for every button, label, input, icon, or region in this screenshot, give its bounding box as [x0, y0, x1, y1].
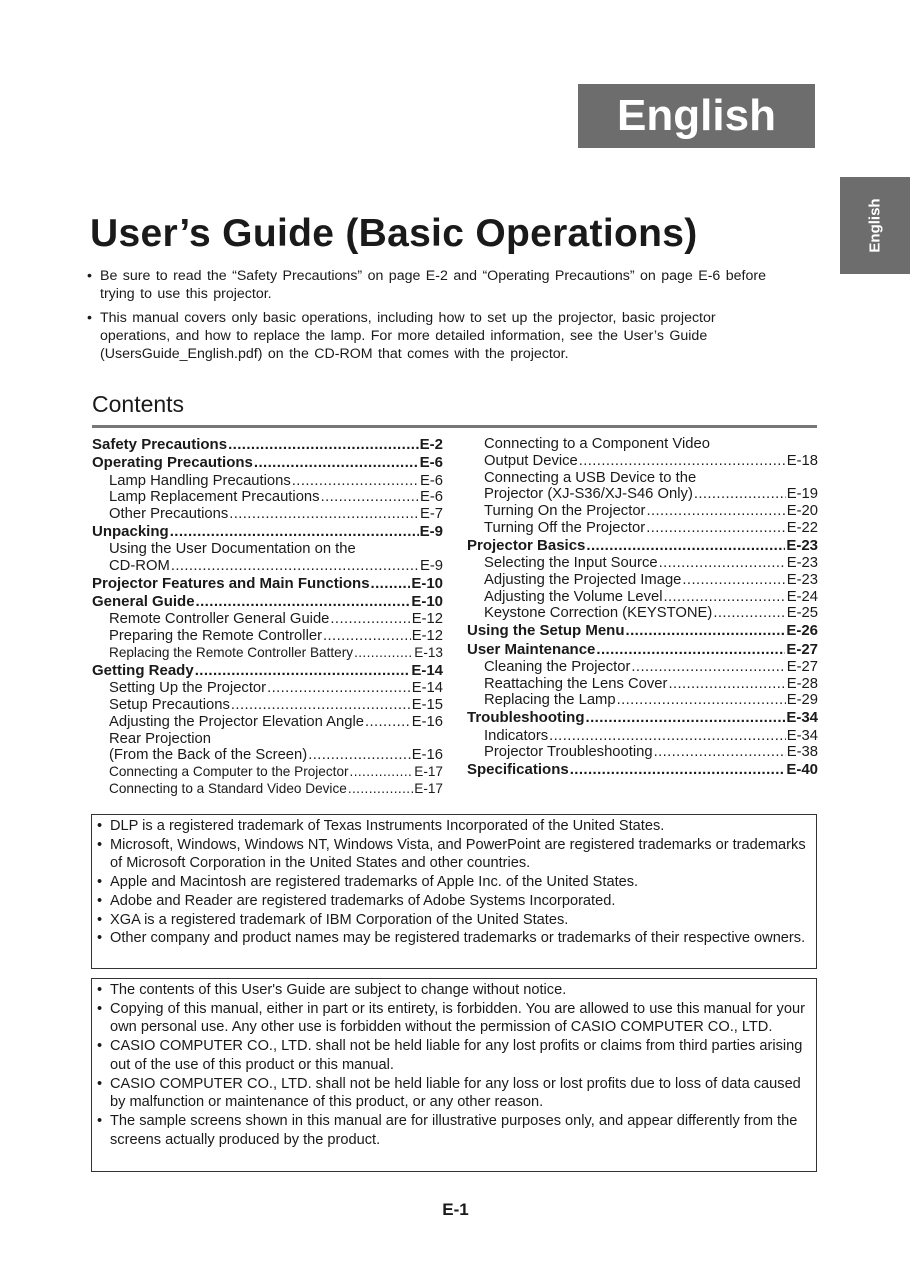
trademark-item: • DLP is a registered trademark of Texas Instruments Incorporated of the United States. [97, 817, 810, 836]
toc-leader-dots [586, 709, 786, 727]
toc-entry-label: Keystone Correction (KEYSTONE) [484, 605, 713, 622]
toc-entry-label: Cleaning the Projector [484, 658, 631, 675]
toc-leader-dots [549, 728, 786, 745]
toc-leader-dots [292, 473, 419, 490]
contents-divider [92, 425, 817, 428]
toc-subsection[interactable] [92, 489, 443, 506]
toc-entry-label: Unpacking [92, 522, 169, 540]
toc-page-number: E-6 [419, 489, 443, 506]
toc-entry-label: Replacing the Lamp [484, 692, 616, 709]
trademarks-box [91, 814, 817, 969]
toc-entry-label: Projector (XJ-S36/XJ-S46 Only) [484, 486, 693, 503]
toc-subsection[interactable] [92, 611, 443, 628]
intro-item: • Be sure to read the “Safety Precautions” on page E-2 and “Operating Precautions” on page E-6 before trying to use this projector. [87, 267, 777, 303]
toc-subsection[interactable] [92, 747, 443, 764]
toc-leader-dots [354, 645, 413, 662]
toc-entry-label: Turning On the Projector [484, 503, 646, 520]
toc-leader-dots [196, 593, 411, 611]
toc-leader-dots [371, 575, 411, 593]
side-tab-label: English [866, 198, 884, 253]
toc-section[interactable] [467, 622, 818, 640]
legal-item: • The contents of this User's Guide are subject to change without notice. [97, 981, 810, 1000]
toc-entry-label: Troubleshooting [467, 709, 585, 727]
toc-leader-dots [570, 761, 786, 779]
toc-section[interactable] [467, 641, 818, 659]
legal-item: • CASIO COMPUTER CO., LTD. shall not be held liable for any loss or lost profits due to loss of data caused by malfunction or maintenance of this product, or any other reason. [97, 1075, 810, 1112]
toc-leader-dots [308, 747, 411, 764]
toc-leader-dots [321, 489, 419, 506]
toc-subsection[interactable] [467, 555, 818, 572]
toc-leader-dots [659, 555, 786, 572]
toc-leader-dots [350, 764, 414, 781]
toc-left-column [92, 436, 443, 798]
toc-page-number: E-38 [786, 744, 818, 761]
toc-page-number: E-17 [414, 764, 443, 780]
toc-subsection[interactable] [92, 680, 443, 697]
toc-subsection[interactable] [92, 558, 443, 575]
toc-page-number: E-23 [786, 571, 818, 588]
toc-leader-dots [646, 503, 785, 520]
toc-leader-dots [323, 628, 411, 645]
trademark-item: • Adobe and Reader are registered trademarks of Adobe Systems Incorporated. [97, 892, 810, 911]
toc-section[interactable] [467, 761, 818, 779]
toc-entry-label: Projector Troubleshooting [484, 744, 653, 761]
toc-subsection[interactable] [92, 781, 443, 798]
toc-leader-dots [631, 659, 785, 676]
toc-leader-dots [646, 520, 786, 537]
toc-entry-line: Using the User Documentation on the [109, 541, 356, 558]
toc-entry-label: Adjusting the Projected Image [484, 571, 682, 588]
toc-entry-label: Turning Off the Projector [484, 519, 646, 536]
toc-leader-dots [694, 486, 786, 503]
toc-page-number: E-17 [414, 780, 443, 796]
toc-page-number: E-13 [414, 645, 443, 661]
toc-entry-label: Using the Setup Menu [467, 622, 625, 640]
toc-entry-label: Safety Precautions [92, 436, 228, 453]
toc-leader-dots [228, 436, 419, 454]
toc-entry-label: Lamp Replacement Precautions [109, 489, 320, 506]
toc-section[interactable] [92, 575, 443, 593]
page-title: User’s Guide (Basic Operations) [90, 212, 698, 255]
toc-leader-dots [626, 622, 786, 640]
toc-page-number: E-34 [786, 709, 818, 727]
toc-page-number: E-26 [786, 622, 818, 640]
toc-section[interactable] [467, 709, 818, 727]
toc-leader-dots [579, 453, 786, 470]
toc-entry-label: Selecting the Input Source [484, 555, 658, 572]
toc-right-column [467, 436, 818, 779]
language-banner [578, 84, 815, 148]
toc-leader-dots [195, 662, 411, 680]
toc-entry-label: Specifications [467, 761, 569, 779]
toc-entry-label: Indicators [484, 727, 549, 744]
toc-section[interactable] [92, 662, 443, 680]
toc-page-number: E-25 [786, 605, 818, 622]
toc-section[interactable] [92, 436, 443, 454]
toc-page-number: E-7 [419, 506, 443, 523]
toc-leader-dots [170, 523, 419, 541]
toc-page-number: E-14 [411, 661, 443, 679]
contents-heading: Contents [92, 391, 185, 417]
toc-section[interactable] [467, 537, 818, 555]
toc-subsection[interactable] [467, 503, 818, 520]
toc-entry-label: Preparing the Remote Controller [109, 628, 323, 645]
toc-subsection[interactable] [467, 589, 818, 606]
toc-subsection[interactable] [92, 506, 443, 523]
toc-entry-label: Setting Up the Projector [109, 680, 267, 697]
toc-page-number: E-40 [786, 761, 818, 779]
toc-page-number: E-18 [786, 452, 818, 469]
toc-page-number: E-10 [411, 593, 443, 611]
toc-page-number: E-6 [419, 454, 443, 472]
toc-entry-label: Adjusting the Volume Level [484, 588, 663, 605]
toc-page-number: E-22 [786, 519, 818, 536]
toc-subsection[interactable] [467, 692, 818, 709]
toc-leader-dots [596, 641, 785, 659]
intro-list [87, 267, 777, 369]
toc-leader-dots [586, 537, 785, 555]
toc-entry-label: Adjusting the Projector Elevation Angle [109, 713, 364, 730]
toc-page-number: E-24 [786, 588, 818, 605]
toc-page-number: E-15 [411, 696, 443, 713]
toc-page-number: E-19 [786, 486, 818, 503]
language-banner-label: English [617, 91, 776, 140]
toc-section[interactable] [92, 454, 443, 472]
legal-item: • The sample screens shown in this manual are for illustrative purposes only, and appear differently from the screens actually produced by the product. [97, 1112, 810, 1149]
toc-leader-dots [668, 676, 785, 693]
toc-page-number: E-29 [786, 692, 818, 709]
toc-page-number: E-16 [411, 747, 443, 764]
toc-entry-label: Reattaching the Lens Cover [484, 675, 668, 692]
toc-entry-line: Rear Projection [109, 730, 211, 747]
toc-leader-dots [231, 697, 411, 714]
toc-entry-label: Setup Precautions [109, 696, 230, 713]
toc-subsection[interactable] [92, 628, 443, 645]
toc-entry-label: Connecting a Computer to the Projector [109, 764, 349, 780]
language-side-tab [840, 177, 910, 274]
toc-subsection[interactable] [467, 676, 818, 693]
toc-page-number: E-28 [786, 675, 818, 692]
trademark-item: • XGA is a registered trademark of IBM Corporation of the United States. [97, 911, 810, 930]
toc-entry-label: Replacing the Remote Controller Battery [109, 645, 354, 661]
toc-subsection[interactable] [467, 744, 818, 761]
toc-entry-label: Lamp Handling Precautions [109, 472, 291, 489]
toc-entry-label: Operating Precautions [92, 454, 253, 472]
toc-leader-dots [267, 680, 411, 697]
toc-subsection[interactable] [467, 659, 818, 676]
trademark-item: • Apple and Macintosh are registered trademarks of Apple Inc. of the United States. [97, 873, 810, 892]
toc-page-number: E-12 [411, 628, 443, 645]
toc-page-number: E-12 [411, 611, 443, 628]
toc-leader-dots [617, 692, 786, 709]
legal-item: • CASIO COMPUTER CO., LTD. shall not be held liable for any lost profits or claims from third parties arising out of the use of this product or this manual. [97, 1037, 810, 1074]
toc-entry-label: Other Precautions [109, 506, 229, 523]
toc-leader-dots [654, 744, 786, 761]
toc-subsection[interactable] [467, 728, 818, 745]
toc-page-number: E-9 [419, 558, 443, 575]
toc-page-number: E-9 [419, 522, 443, 540]
toc-page-number: E-27 [786, 658, 818, 675]
toc-entry-label: Projector Basics [467, 536, 586, 554]
toc-section[interactable] [92, 523, 443, 541]
toc-entry-label: General Guide [92, 593, 195, 611]
toc-page-number: E-14 [411, 680, 443, 697]
toc-subsection[interactable] [92, 645, 443, 662]
toc-entry-label: Getting Ready [92, 661, 194, 679]
toc-page-number: E-10 [411, 574, 443, 592]
legal-item: • Copying of this manual, either in part or its entirety, is forbidden. You are allowed to use this manual for your own personal use. Any other use is forbidden without the permission of CASIO COMPUTER CO., LTD. [97, 1000, 810, 1037]
legal-notice-box [91, 978, 817, 1172]
toc-subsection[interactable] [467, 520, 818, 537]
toc-subsection[interactable] [92, 697, 443, 714]
toc-leader-dots [682, 572, 785, 589]
page-number: E-1 [442, 1200, 469, 1219]
intro-item: • This manual covers only basic operations, including how to set up the projector, basic projector operations, and how to replace the lamp. For more detailed information, see the User’s Guide (UsersGuide_English.pdf) on the CD-ROM that comes with the projector. [87, 309, 777, 363]
toc-page-number: E-34 [786, 727, 818, 744]
toc-page-number: E-23 [786, 555, 818, 572]
toc-entry-line: Connecting to a Component Video [484, 436, 710, 452]
toc-leader-dots [365, 714, 411, 731]
toc-page-number: E-16 [411, 713, 443, 730]
toc-leader-dots [664, 589, 786, 606]
toc-entry-label: Output Device [484, 452, 578, 469]
toc-subsection[interactable] [92, 714, 443, 731]
toc-entry-label: Remote Controller General Guide [109, 611, 330, 628]
toc-page-number: E-6 [419, 472, 443, 489]
toc-entry-label: User Maintenance [467, 640, 596, 658]
toc-page-number: E-27 [786, 640, 818, 658]
toc-subsection[interactable] [467, 572, 818, 589]
toc-leader-dots [171, 558, 419, 575]
toc-leader-dots [229, 506, 419, 523]
toc-entry-label: Projector Features and Main Functions [92, 574, 370, 592]
toc-section[interactable] [92, 593, 443, 611]
toc-subsection[interactable] [467, 605, 818, 622]
toc-leader-dots [713, 605, 785, 622]
toc-page-number: E-20 [786, 503, 818, 520]
trademark-item: • Other company and product names may be registered trademarks or trademarks of their respective owners. [97, 929, 810, 948]
toc-subsection[interactable] [467, 486, 818, 503]
toc-leader-dots [330, 611, 410, 628]
toc-subsection[interactable] [92, 473, 443, 490]
trademark-item: • Microsoft, Windows, Windows NT, Windows Vista, and PowerPoint are registered trademarks or trademarks of Microsoft Corporation in the United States and other countries. [97, 836, 810, 873]
toc-subsection[interactable] [467, 453, 818, 470]
toc-entry-label: Connecting to a Standard Video Device [109, 780, 347, 796]
toc-page-number: E-2 [419, 436, 443, 453]
toc-entry-label: CD-ROM [109, 558, 170, 575]
toc-page-number: E-23 [786, 536, 818, 554]
toc-entry-line: Connecting a USB Device to the [484, 469, 697, 486]
toc-subsection[interactable] [92, 764, 443, 781]
toc-entry-label: (From the Back of the Screen) [109, 747, 308, 764]
toc-leader-dots [348, 781, 413, 798]
toc-leader-dots [254, 454, 419, 472]
